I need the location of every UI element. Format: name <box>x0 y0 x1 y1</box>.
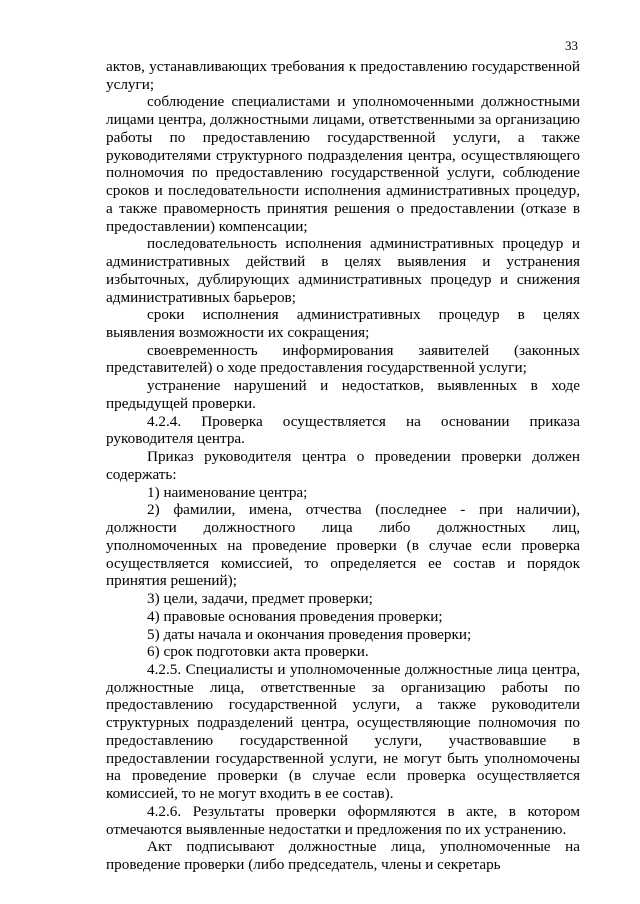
paragraph: 1) наименование центра; <box>147 483 308 501</box>
paragraph: 4.2.4. Проверка осуществляется на основании приказа руководителя центра. <box>106 412 580 448</box>
paragraph: устранение нарушений и недостатков, выявленных в ходе предыдущей проверки. <box>106 377 580 412</box>
paragraph: соблюдение специалистами и уполномоченными должностными лицами центра, должностными лицами, ответственными за организацию работы по предоставлению государственной услуги, а также руководителями структурного подразделения центра, осуществляющего полномочия по предоставлению государственной услуги, соблюдение сроков и последовательности исполнения административных процедур, а также правомерность принятия решения о предоставлении (отказе в предоставлении) компенсации; <box>106 93 580 235</box>
paragraph: 4.2.6. Результаты проверки оформляются в акте, в котором отмечаются выявленные недостатки и предложения по их устранению. <box>106 802 580 838</box>
paragraph: 2) фамилии, имена, отчества (последнее - при наличии), должности должностного лица либо должностных лиц, уполномоченных на проведение проверки (в случае если проверка осуществляется комиссией, то определяется ее состав и порядок принятия решений); <box>106 501 580 590</box>
page-number: 33 <box>565 38 578 53</box>
paragraph: Приказ руководителя центра о проведении проверки должен содержать: <box>106 448 580 483</box>
paragraph: своевременность информирования заявителей (законных представителей) о ходе предоставления государственной услуги; <box>106 341 580 377</box>
paragraph: 4) правовые основания проведения проверки; <box>147 607 443 625</box>
paragraph: 5) даты начала и окончания проведения проверки; <box>147 625 472 643</box>
paragraph: последовательность исполнения административных процедур и административных действий в целях выявления и устранения избыточных, дублирующих административных процедур и снижения административных барьеров; <box>106 235 580 306</box>
paragraph: 6) срок подготовки акта проверки. <box>147 643 369 661</box>
paragraph: актов, устанавливающих требования к предоставлению государственной услуги; <box>106 58 580 93</box>
paragraph: Акт подписывают должностные лица, уполномоченные на проведение проверки (либо председатель, члены и секретарь <box>106 838 580 874</box>
document-body <box>106 58 580 874</box>
paragraph: 4.2.5. Специалисты и уполномоченные должностные лица центра, должностные лица, ответственные за организацию работы по предоставлению государственной услуги, а также руководители структурных подразделений центра, осуществляющие полномочия по предоставлению государственной услуги, участвовавшие в предоставлении государственной услуги, не могут быть уполномочены на проведение проверки (в случае если проверка осуществляется комиссией, то не могут входить в ее состав). <box>106 660 580 803</box>
paragraph: 3) цели, задачи, предмет проверки; <box>147 590 373 608</box>
paragraph: сроки исполнения административных процедур в целях выявления возможности их сокращения; <box>106 306 580 342</box>
